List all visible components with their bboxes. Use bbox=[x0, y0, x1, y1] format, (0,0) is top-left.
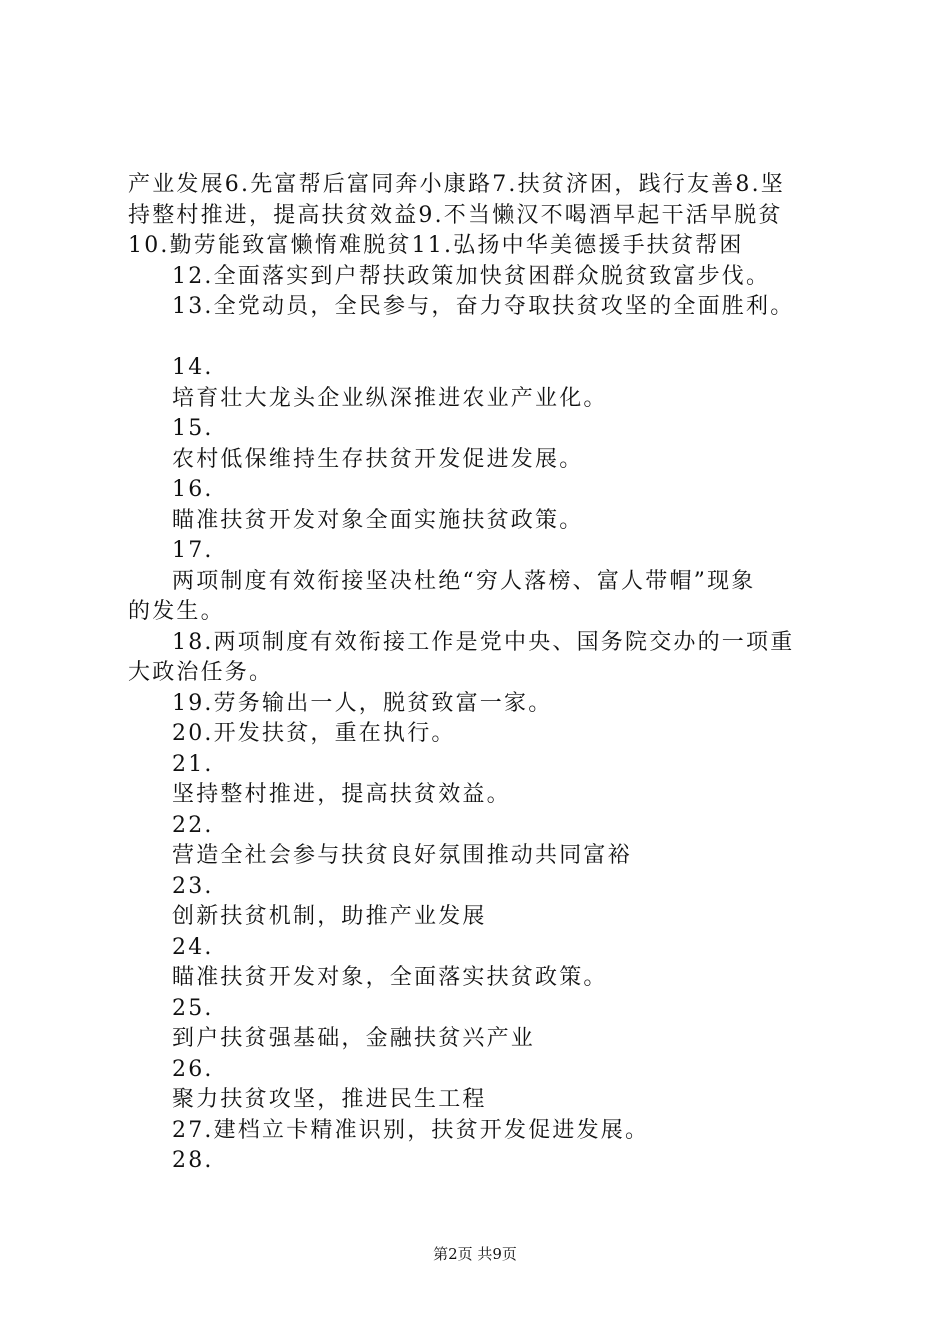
text-line: 到户扶贫强基础，金融扶贫兴产业 bbox=[172, 1026, 536, 1051]
text-line: 培育壮大龙头企业纵深推进农业产业化。 bbox=[172, 385, 608, 411]
text-line: 19.劳务输出一人，脱贫致富一家。 bbox=[172, 690, 553, 716]
text-line: 22. bbox=[172, 812, 214, 838]
text-line: 聚力扶贫攻坚，推进民生工程 bbox=[172, 1087, 487, 1112]
text-line: 产业发展6.先富帮后富同奔小康路7.扶贫济困，践行友善8.坚 bbox=[128, 172, 785, 197]
text-line: 16. bbox=[172, 477, 214, 502]
text-line: 23. bbox=[172, 873, 214, 899]
text-line: 13.全党动员，全民参与，奋力夺取扶贫攻坚的全面胜利。 bbox=[172, 294, 795, 319]
text-line: 持整村推进，提高扶贫效益9.不当懒汉不喝酒早起干活早脱贫 bbox=[128, 202, 783, 228]
text-line: 12.全面落实到户帮扶政策加快贫困群众脱贫致富步伐。 bbox=[172, 263, 771, 289]
text-line: 26. bbox=[172, 1056, 214, 1082]
text-line: 两项制度有效衔接坚决杜绝“穷人落榜、富人带帽”现象 bbox=[172, 568, 756, 594]
blank-line bbox=[128, 323, 834, 354]
text-line: 25. bbox=[172, 995, 214, 1021]
text-line: 10.勤劳能致富懒惰难脱贫11.弘扬中华美德援手扶贫帮困 bbox=[128, 233, 744, 258]
text-line: 坚持整村推进，提高扶贫效益。 bbox=[172, 782, 511, 807]
page-number-footer: 第2页 共9页 bbox=[433, 1245, 517, 1263]
text-line: 20.开发扶贫，重在执行。 bbox=[172, 721, 456, 746]
text-line: 27.建档立卡精准识别，扶贫开发促进发展。 bbox=[172, 1117, 650, 1143]
text-line: 18.两项制度有效衔接工作是党中央、国务院交办的一项重 bbox=[172, 629, 795, 655]
text-line: 创新扶贫机制，助推产业发展 bbox=[172, 904, 487, 929]
text-line: 17. bbox=[172, 538, 214, 563]
text-line: 瞄准扶贫开发对象，全面落实扶贫政策。 bbox=[172, 965, 608, 990]
text-line: 瞄准扶贫开发对象全面实施扶贫政策。 bbox=[172, 507, 584, 533]
text-line: 营造全社会参与扶贫良好氛围推动共同富裕 bbox=[172, 843, 632, 868]
text-line: 15. bbox=[172, 416, 214, 441]
text-line: 28. bbox=[172, 1148, 214, 1173]
document-body bbox=[128, 170, 834, 1177]
text-line: 14. bbox=[172, 355, 214, 380]
text-line: 21. bbox=[172, 751, 214, 777]
text-line: 24. bbox=[172, 934, 214, 960]
text-line: 的发生。 bbox=[128, 599, 225, 624]
text-line: 农村低保维持生存扶贫开发促进发展。 bbox=[172, 446, 584, 472]
text-line: 大政治任务。 bbox=[128, 660, 274, 685]
